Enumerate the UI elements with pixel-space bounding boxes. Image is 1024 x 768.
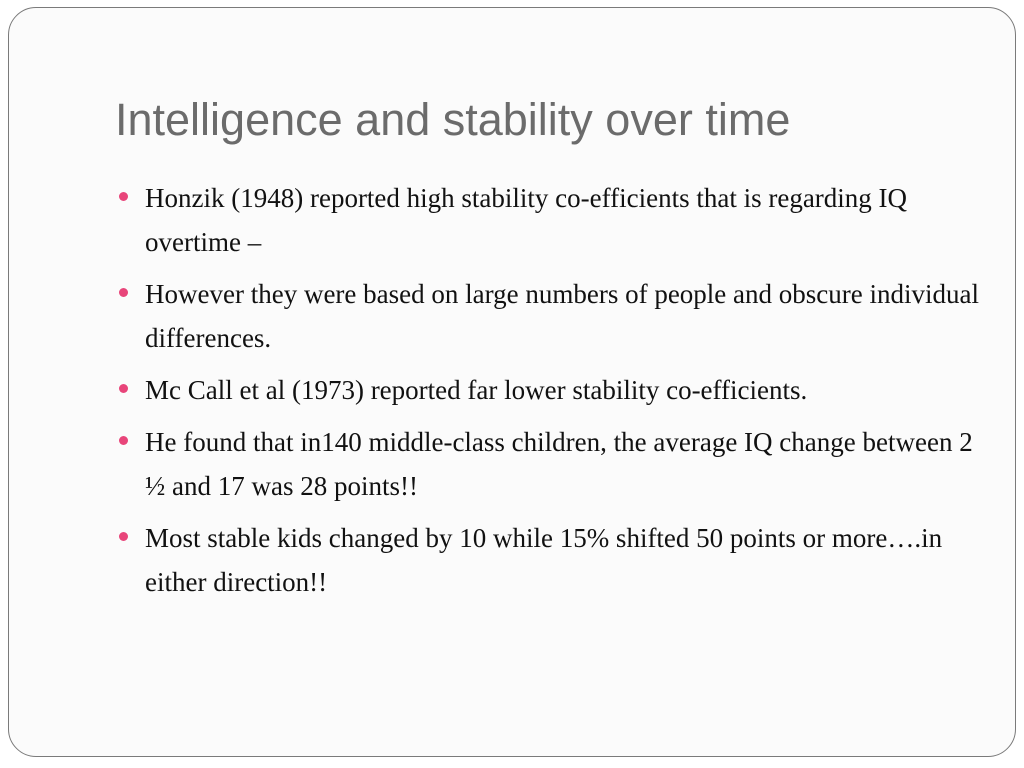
bullet-item	[145, 272, 985, 360]
bullet-list	[145, 176, 985, 612]
bullet-dot-icon	[119, 532, 128, 541]
bullet-item	[145, 176, 985, 264]
bullet-text: Mc Call et al (1973) reported far lower stability co-efficients.	[145, 375, 808, 405]
bullet-text: Most stable kids changed by 10 while 15% shifted 50 points or more….in either direction!!	[145, 523, 943, 597]
bullet-dot-icon	[119, 288, 128, 297]
bullet-item	[145, 420, 985, 508]
bullet-text: He found that in140 middle-class children, the average IQ change between 2 ½ and 17 was 28 points!!	[145, 427, 973, 501]
bullet-item	[145, 368, 985, 412]
bullet-dot-icon	[119, 192, 128, 201]
slide	[8, 7, 1016, 757]
bullet-text: However they were based on large numbers of people and obscure individual differences.	[145, 279, 979, 353]
bullet-item	[145, 516, 985, 604]
slide-title: Intelligence and stability over time	[115, 94, 791, 145]
bullet-dot-icon	[119, 436, 128, 445]
bullet-text: Honzik (1948) reported high stability co-efficients that is regarding IQ overtime –	[145, 183, 908, 257]
bullet-dot-icon	[119, 384, 128, 393]
